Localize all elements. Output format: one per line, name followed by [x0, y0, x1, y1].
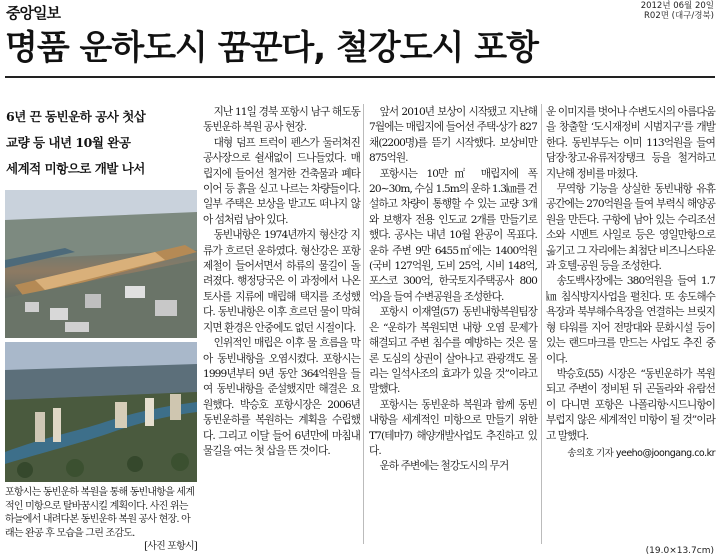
- paragraph: 운 이미지를 벗어나 수변도시의 아름다움을 창출할 ‘도시재정비 시범지구’를 개발한다. 동빈부두는 이미 113억원을 들여 담장·창고·유류저장탱크 등을 철거하고 지난해 정비를 마쳤다.: [546, 106, 715, 180]
- issue-date: 2012년 06월 20일: [640, 1, 714, 11]
- page-section: R02면 (대구/경북): [644, 11, 714, 21]
- aerial-photo-current-art: [5, 190, 197, 338]
- paragraph: 지난 11일 경북 포항시 남구 해도동 동빈운하 복원 공사 현장.: [203, 106, 360, 134]
- subhead-1: 6년 끈 동빈운하 공사 첫삽: [6, 109, 146, 124]
- headline: 명품 운하도시 꿈꾼다, 철강도시 포항: [5, 28, 538, 68]
- paragraph: 송도백사장에는 380억원을 들여 1.7㎞ 침식방지사업을 펼친다. 또 송도해수욕장과 북부해수욕장을 연결하는 브릿지형 타워를 지어 전망대와 문화시설 등이 있는 랜드마크를 만드는 사업도 추진 중이다.: [546, 275, 715, 365]
- masthead: [0, 0, 720, 22]
- aerial-photo-current: [5, 190, 197, 338]
- subheads: [6, 104, 196, 182]
- subhead-3: 세계적 미항으로 개발 나서: [6, 161, 145, 176]
- aerial-photo-rendering: [5, 342, 197, 482]
- paragraph: 박승호(55) 시장은 “동빈운하가 복원되고 주변이 정비된 뒤 곤돌라와 유람선이 다니면 포항은 나폴리항·시드니항이 부럽지 않은 세계적인 미항이 될 것”이라고 말했다.: [546, 367, 715, 442]
- caption-text: 포항시는 동빈운하 복원을 통해 동빈내항을 세계적인 미항으로 탈바꿈시킬 계획이다. 사진 위는 하늘에서 내려다본 동빈운하 복원 공사 현장. 아래는 완공 후 모습을 그린 조감도.: [5, 487, 195, 539]
- byline: 송의호 기자 yeeho@joongang.co.kr: [567, 447, 715, 459]
- clipping-size: (19.0×13.7cm): [645, 546, 714, 556]
- paragraph: 무역항 기능을 상실한 동빈내항 유휴공간에는 270억원을 들여 부력식 해양공원을 만든다. 구항에 남아 있는 수리조선소와 시멘트 사일로 등은 영일만항으로 옮기고 그 자리에는 최첨단 비즈니스타운과 호텔·공원 등을 조성한다.: [546, 183, 715, 273]
- paragraph: 인위적인 매립은 이후 물 흐름을 막아 동빈내항을 오염시켰다. 포항시는 1999년부터 9년 동안 364억원을 들여 동빈내항을 준설했지만 해결은 요원했다. 박승호 포항시장은 2006년 동빈운하를 복원하는 계획을 수립했다. 그리고 이달 들어 6년만에 마침내 물길을 여는 첫 삽을 뜬 것이다.: [203, 337, 360, 457]
- paragraph: 포항시 이재열(57) 동빈내항복원팀장은 “운하가 복원되면 내항 오염 문제가 해결되고 주변 침수를 예방하는 것은 물론 도심의 상권이 살아나고 관광객도 몰리는 일석사조의 효과가 있을 것”이라고 말했다.: [369, 306, 537, 396]
- paragraph: 포항시는 동빈운하 복원과 함께 동빈내항을 세계적인 미항으로 만들기 위한 T7(테마7) 해양개발사업도 추진하고 있다.: [369, 398, 537, 457]
- dateline: [641, 1, 714, 21]
- paragraph: 앞서 2010년 보상이 시작됐고 지난해 7월에는 매립지에 들어선 주택·상가 827채(2200명)를 뜯기 시작했다. 보상비만 875억원.: [369, 106, 537, 165]
- headline-rule: [5, 76, 715, 78]
- article-column-2: [369, 105, 537, 475]
- article-column-1: [203, 105, 360, 459]
- subhead-2: 교량 등 내년 10월 완공: [6, 135, 131, 150]
- paragraph: 대형 덤프 트럭이 펜스가 둘러쳐진 공사장으로 쉴새없이 드나들었다. 매립지에 들어선 철거한 건축물과 폐타이어 등 흙을 싣고 나르는 차량들이다. 일부 주택은 보상을 받고도 떠나지 않아 섬처럼 남아 있다.: [203, 136, 360, 226]
- newspaper-logo: 중앙일보: [6, 4, 60, 22]
- column-separator: [363, 104, 364, 544]
- article-column-3: [546, 105, 715, 461]
- caption-credit: [사진 포항시]: [144, 541, 197, 553]
- aerial-photo-rendering-art: [5, 342, 197, 482]
- paragraph: 운하 주변에는 철강도시의 무거: [379, 460, 509, 473]
- paragraph: 동빈내항은 1974년까지 형산강 지류가 흐르던 운하였다. 형산강은 포항제철이 들어서면서 하류의 물길이 돌려졌다. 행정당국은 이 과정에서 나온 토사를 지류에 매립해 택지를 조성했다. 동빈내항은 이후 흐르던 물이 막혀지면 환경은 안중에도 없던 시절이다.: [203, 229, 360, 334]
- photo-caption: [5, 486, 197, 554]
- paragraph: 포항시는 10만㎡ 매립지에 폭 20∼30m, 수심 1.5m의 운하 1.3㎞를 건설하고 차량이 통행할 수 있는 교량 3개와 보행자 전용 인도교 2개를 만들기로 했다. 공사는 내년 10월 완공이 목표다. 운하 주변 9만 6455㎡에는 1400억원(국비 127억원, 도비 25억, 시비 148억, 포스코 300억, 한국토지주택공사 800억)을 들여 수변공원을 조성한다.: [369, 167, 537, 303]
- column-separator: [541, 104, 542, 544]
